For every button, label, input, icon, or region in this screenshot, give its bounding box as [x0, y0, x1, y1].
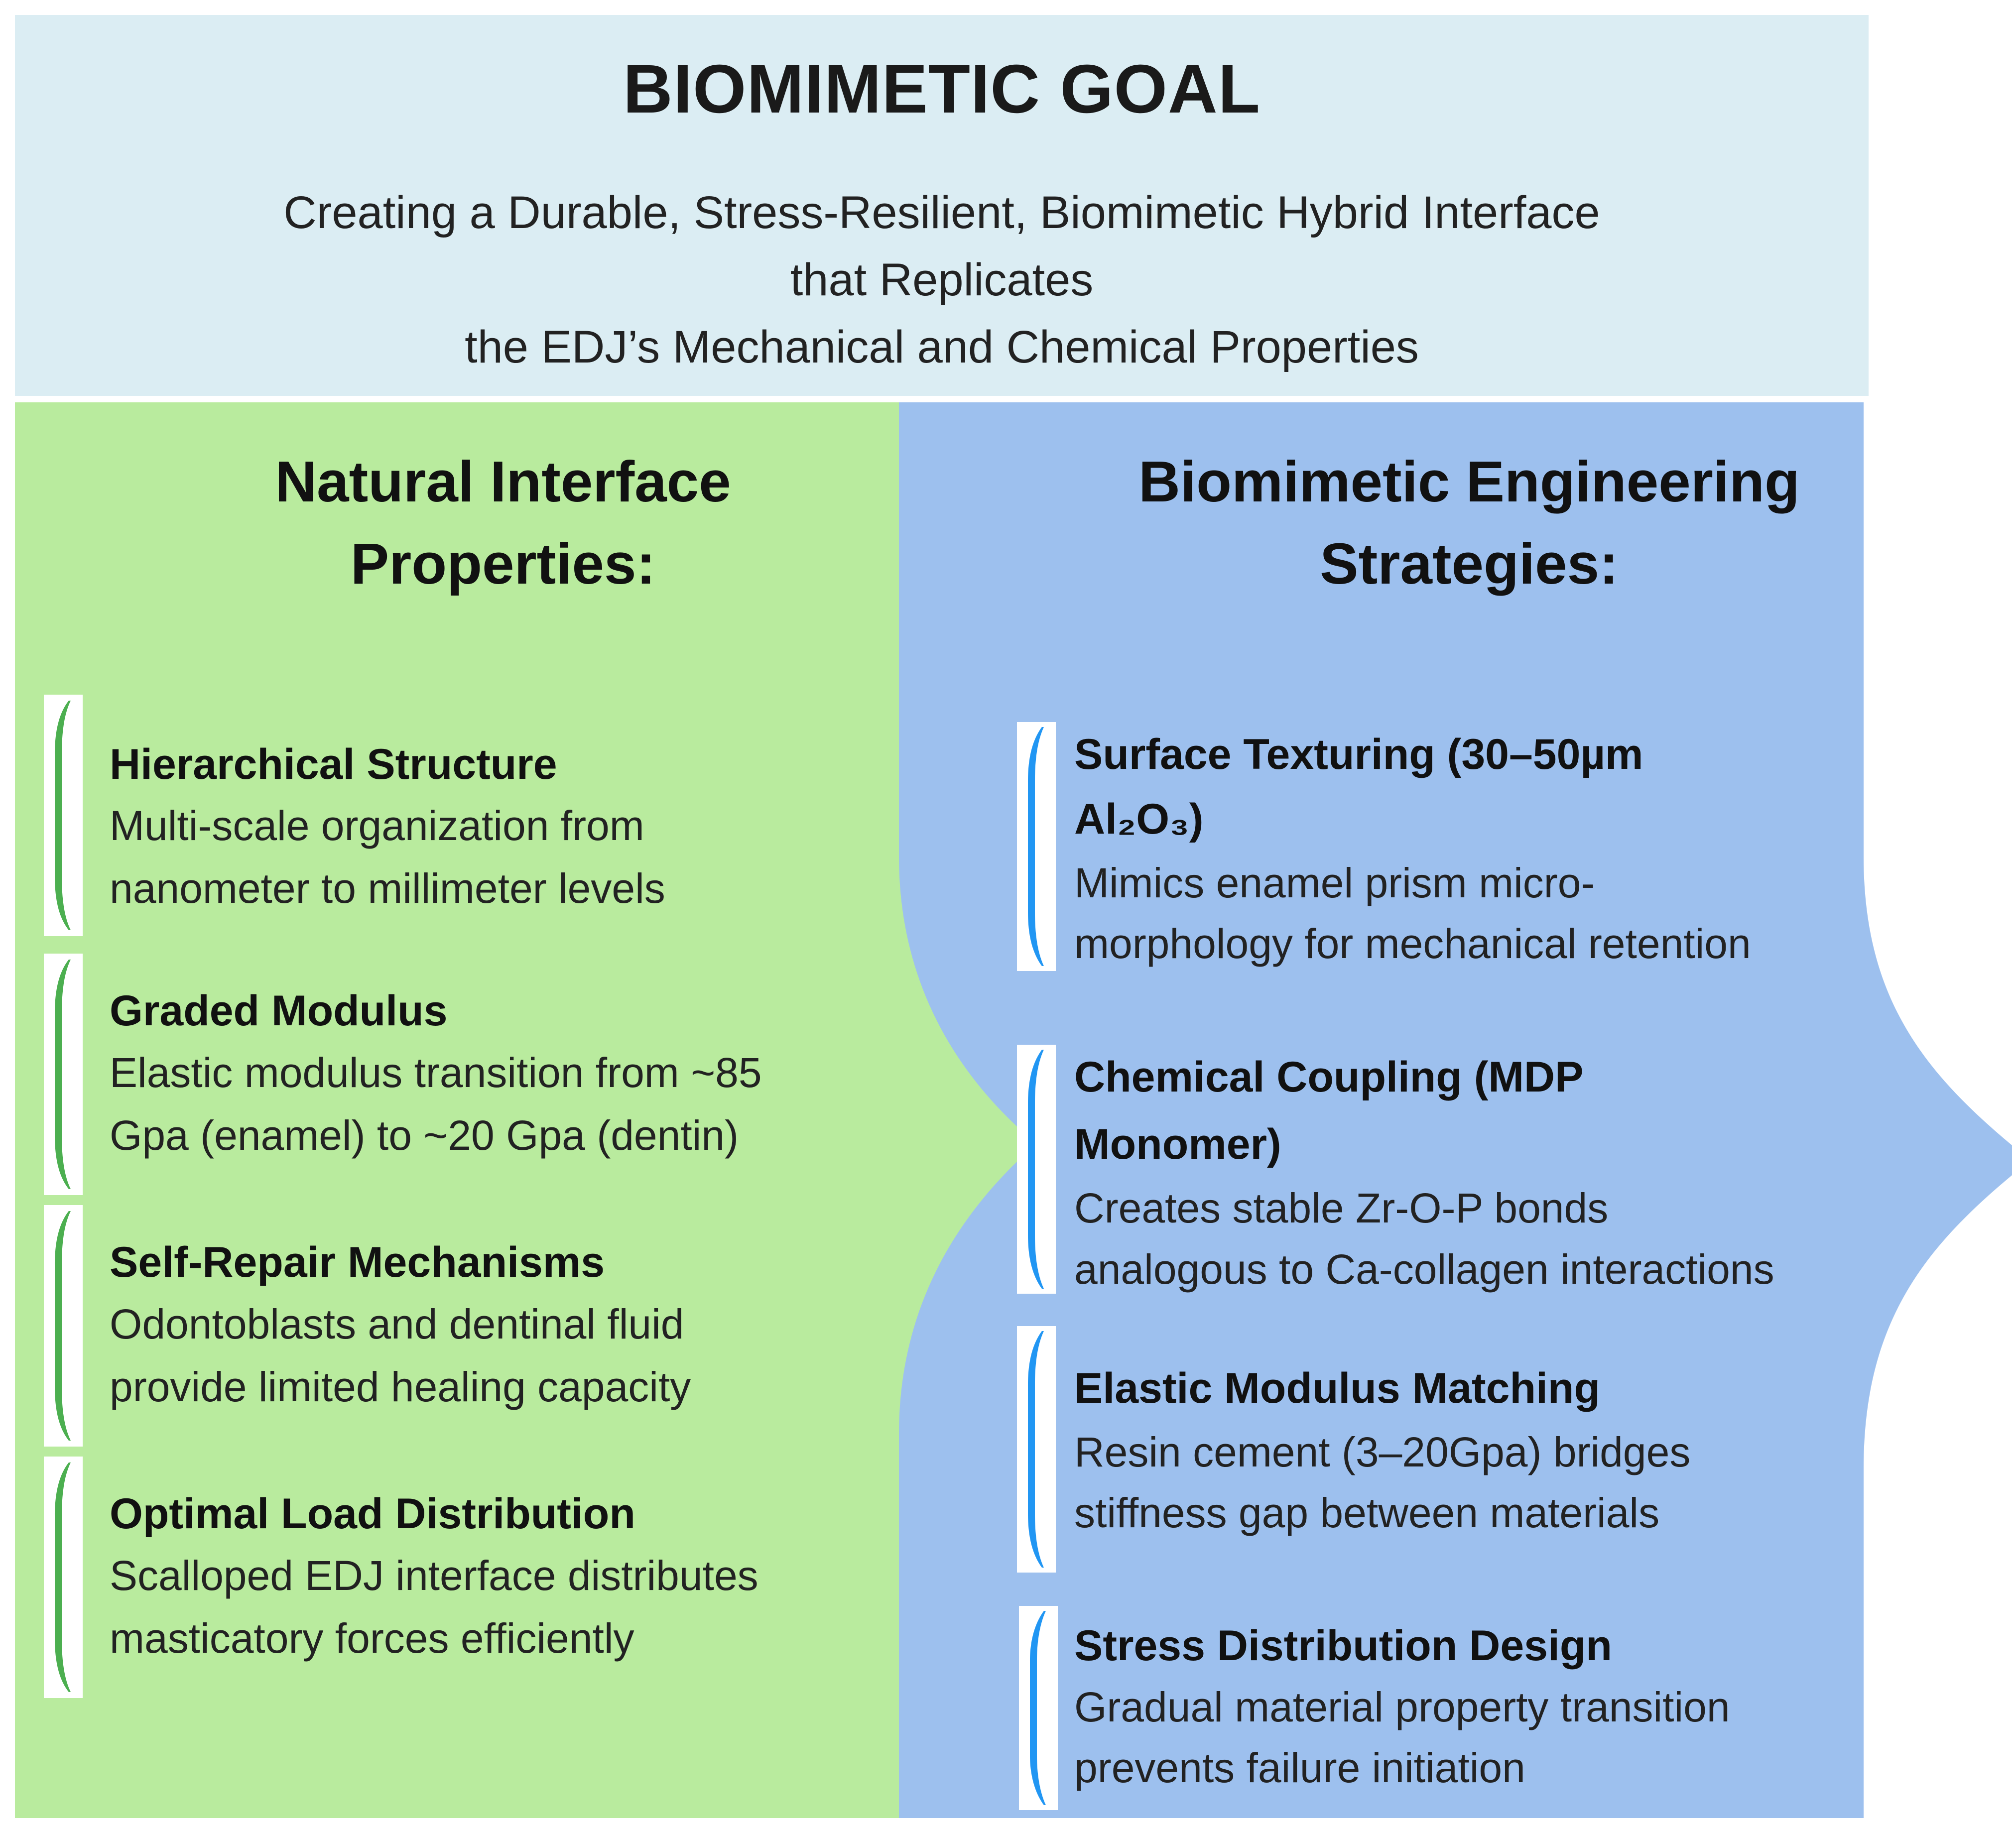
item-body-line-2: analogous to Ca-collagen interactions	[1074, 1246, 1774, 1293]
goal-subtitle-line-2: that Replicates	[790, 254, 1094, 305]
item-title: Graded Modulus	[110, 987, 448, 1035]
item-title-line-1: Chemical Coupling (MDP	[1074, 1053, 1584, 1101]
engineering-heading	[1061, 441, 1878, 605]
item-body-line-2: provide limited healing capacity	[110, 1363, 691, 1410]
item-body-line-1: Elastic modulus transition from ~85	[110, 1049, 762, 1096]
goal-title: BIOMIMETIC GOAL	[623, 51, 1260, 127]
engineering-heading-line-2: Strategies:	[1320, 531, 1619, 596]
item-title: Stress Distribution Design	[1074, 1622, 1612, 1670]
blue-bracket-icon	[1019, 1606, 1058, 1810]
item-title: Hierarchical Structure	[110, 740, 557, 788]
engineering-heading-line-1: Biomimetic Engineering	[1138, 449, 1800, 514]
natural-heading	[149, 441, 857, 605]
item-body-line-1: Gradual material property transition	[1074, 1684, 1730, 1730]
item-body-line-2: masticatory forces efficiently	[110, 1615, 634, 1662]
item-body-line-2: nanometer to millimeter levels	[110, 865, 665, 912]
item-title: Self-Repair Mechanisms	[110, 1238, 605, 1286]
item-body-line-1: Creates stable Zr-O-P bonds	[1074, 1185, 1609, 1231]
green-bracket-icon	[44, 1205, 83, 1447]
item-body-line-2: Gpa (enamel) to ~20 Gpa (dentin)	[110, 1112, 739, 1159]
item-body-line-1: Resin cement (3–20Gpa) bridges	[1074, 1429, 1691, 1475]
blue-bracket-icon	[1017, 722, 1056, 971]
blue-bracket-icon	[1017, 1326, 1056, 1573]
blue-bracket-icon	[1017, 1045, 1056, 1294]
item-body-line-1: Multi-scale organization from	[110, 802, 644, 849]
green-bracket-icon	[44, 954, 83, 1195]
natural-heading-line-2: Properties:	[350, 531, 656, 596]
item-title: Optimal Load Distribution	[110, 1490, 635, 1538]
item-title-line-2: Al₂O₃)	[1074, 795, 1204, 843]
natural-heading-line-1: Natural Interface	[275, 449, 731, 514]
engineering-panel-shape	[899, 402, 2012, 1818]
item-body-line-2: stiffness gap between materials	[1074, 1489, 1660, 1536]
goal-subtitle-line-1: Creating a Durable, Stress-Resilient, Biomimetic Hybrid Interface	[283, 187, 1600, 238]
item-title-line-2: Monomer)	[1074, 1120, 1281, 1168]
item-body-line-2: morphology for mechanical retention	[1074, 920, 1751, 967]
item-body-line-1: Mimics enamel prism micro-	[1074, 859, 1595, 906]
item-title: Elastic Modulus Matching	[1074, 1364, 1600, 1412]
green-bracket-icon	[44, 695, 83, 936]
item-body-line-1: Odontoblasts and dentinal fluid	[110, 1301, 684, 1347]
item-body-line-2: prevents failure initiation	[1074, 1744, 1525, 1791]
goal-subtitle-line-3: the EDJ’s Mechanical and Chemical Properties	[465, 322, 1419, 372]
item-body-line-1: Scalloped EDJ interface distributes	[110, 1552, 758, 1599]
item-title-line-1: Surface Texturing (30–50µm	[1074, 731, 1643, 778]
green-bracket-icon	[44, 1457, 83, 1698]
